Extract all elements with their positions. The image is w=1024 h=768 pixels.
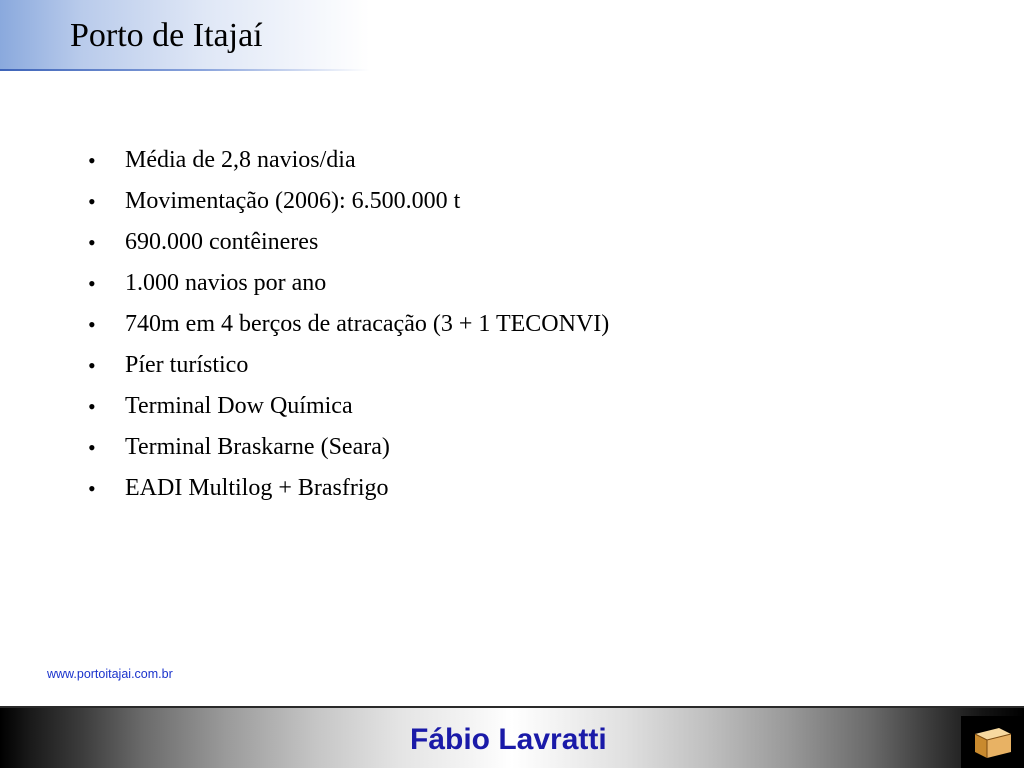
bullet-icon: • xyxy=(88,312,96,337)
footer-divider xyxy=(0,706,1024,708)
box-logo-icon-graphic xyxy=(969,726,1015,760)
bullet-icon: • xyxy=(88,353,96,378)
bullet-icon: • xyxy=(88,189,96,214)
website-url: www.portoitajai.com.br xyxy=(47,667,173,681)
bullet-text: Terminal Dow Química xyxy=(125,393,353,419)
bullet-icon: • xyxy=(88,148,96,173)
bullet-text: 740m em 4 berços de atracação (3 + 1 TECONVI) xyxy=(125,311,610,337)
bullet-text: Média de 2,8 navios/dia xyxy=(125,147,356,173)
box-logo-icon xyxy=(961,716,1024,768)
bullet-text: Movimentação (2006): 6.500.000 t xyxy=(125,188,461,214)
bullet-text: 690.000 contêineres xyxy=(125,229,319,255)
bullet-icon: • xyxy=(88,394,96,419)
title-underline xyxy=(0,69,370,71)
bullet-icon: • xyxy=(88,435,96,460)
bullet-text: EADI Multilog + Brasfrigo xyxy=(125,475,389,501)
slide-title: Porto de Itajaí xyxy=(70,17,263,54)
bullet-text: 1.000 navios por ano xyxy=(125,270,327,296)
bullet-text: Terminal Braskarne (Seara) xyxy=(125,434,390,460)
bullet-icon: • xyxy=(88,230,96,255)
bullet-icon: • xyxy=(88,476,96,501)
bullet-text: Píer turístico xyxy=(125,352,249,378)
author-name: Fábio Lavratti xyxy=(410,723,607,756)
bullet-icon: • xyxy=(88,271,96,296)
